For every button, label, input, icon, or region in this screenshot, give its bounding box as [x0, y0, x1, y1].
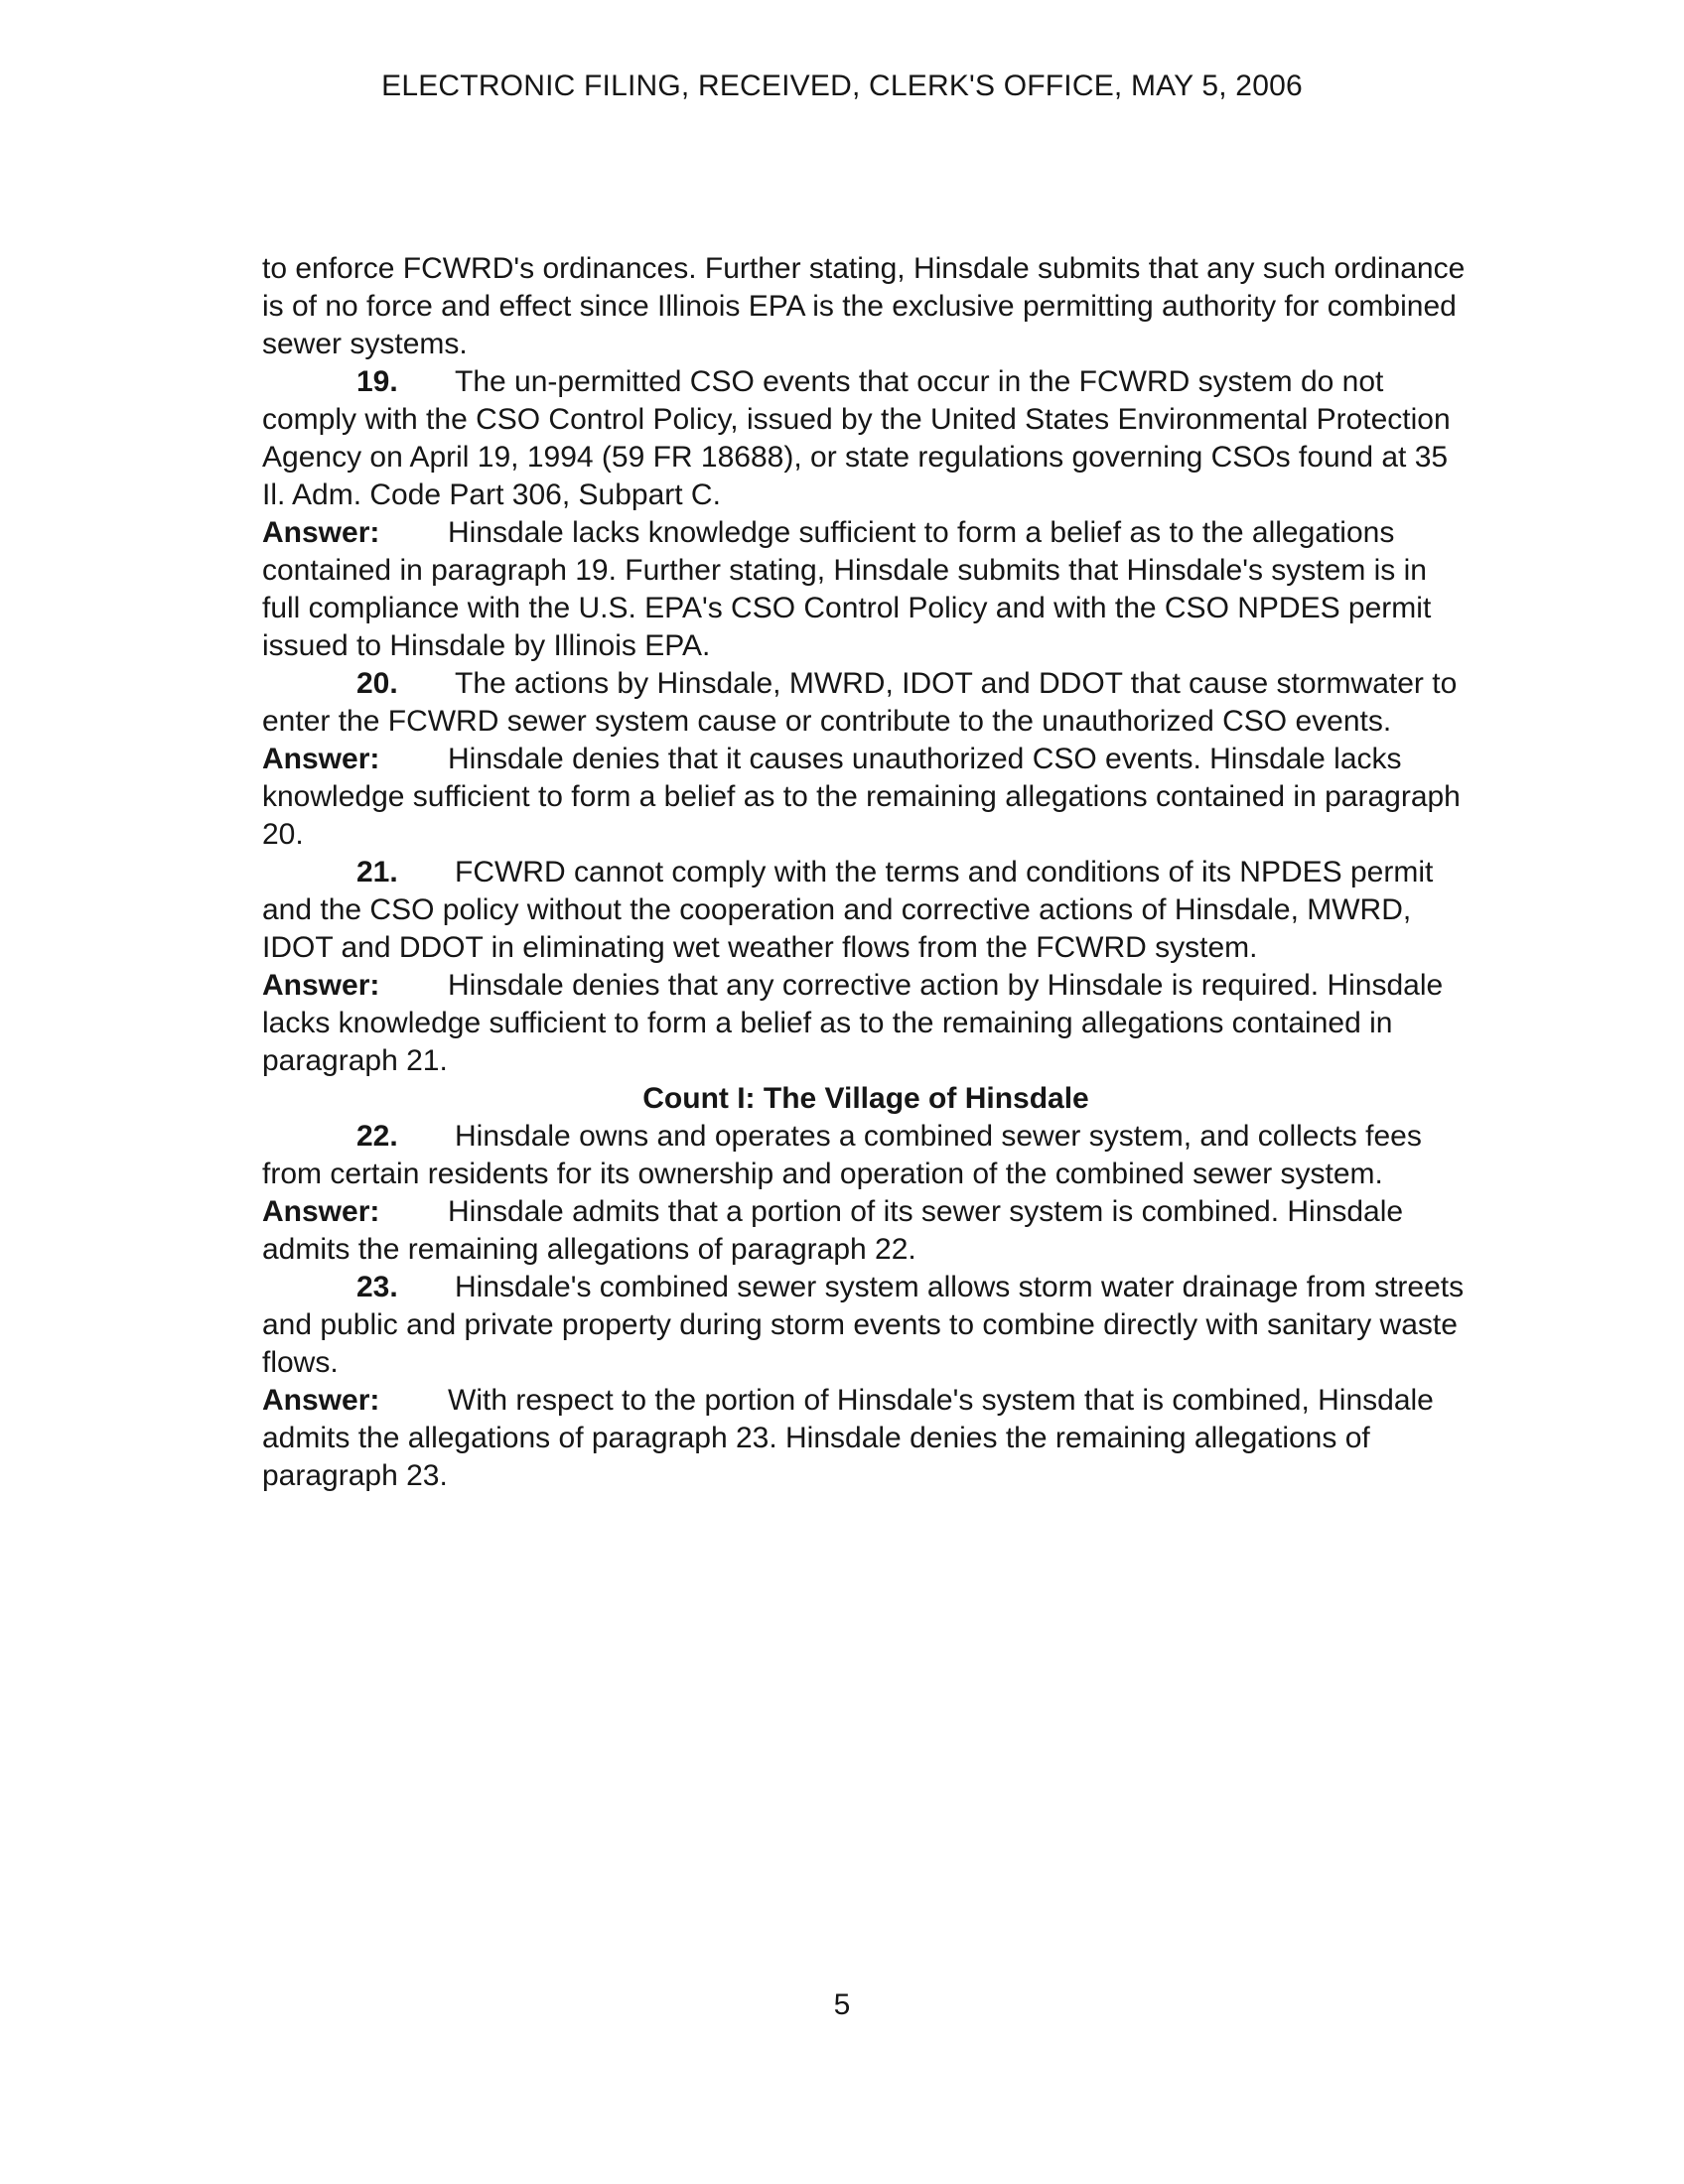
count-heading: Count I: The Village of Hinsdale [642, 1082, 1089, 1115]
answer-text: Hinsdale lacks knowledge sufficient to form a belief as to the allegations contained in paragraph 19. Further stating, Hinsdale submits that Hinsdale's system is in full compliance with the U.S. EPA's CSO Control Policy and with the CSO NPDES permit issued to Hinsdale by Illinois EPA. [262, 516, 1432, 662]
answer-paragraph-23 [262, 1382, 1470, 1495]
answer-label: Answer: [262, 1195, 380, 1228]
allegation-text: The un-permitted CSO events that occur in the FCWRD system do not comply with the CSO Control Policy, issued by the United States Environmental Protection Agency on April 19, 1994 (59 FR 18688), or state regulations governing CSOs found at 35 Il. Adm. Code Part 306, Subpart C. [262, 365, 1451, 511]
answer-text: With respect to the portion of Hinsdale's system that is combined, Hinsdale admits the allegations of paragraph 23. Hinsdale denies the remaining allegations of paragraph 23. [262, 1384, 1434, 1492]
document-body [262, 250, 1470, 1495]
paragraph-number: 21. [356, 856, 398, 888]
answer-label: Answer: [262, 1384, 380, 1417]
answer-paragraph-21 [262, 967, 1470, 1080]
allegation-text: Hinsdale's combined sewer system allows storm water drainage from streets and public and private property during storm events to combine directly with sanitary waste flows. [262, 1271, 1465, 1379]
paragraph-number: 19. [356, 365, 398, 398]
allegation-text: The actions by Hinsdale, MWRD, IDOT and DDOT that cause stormwater to enter the FCWRD sewer system cause or contribute to the unauthorized CSO events. [262, 667, 1458, 738]
allegation-paragraph-20 [262, 665, 1470, 741]
filing-stamp-header: ELECTRONIC FILING, RECEIVED, CLERK'S OFFICE, MAY 5, 2006 [381, 69, 1303, 102]
allegation-text: FCWRD cannot comply with the terms and conditions of its NPDES permit and the CSO policy without the cooperation and corrective actions of Hinsdale, MWRD, IDOT and DDOT in eliminating wet weather flows from the FCWRD system. [262, 856, 1434, 964]
answer-label: Answer: [262, 516, 380, 549]
allegation-paragraph-23 [262, 1269, 1470, 1382]
paragraph-number: 22. [356, 1120, 398, 1153]
answer-text: Hinsdale denies that it causes unauthorized CSO events. Hinsdale lacks knowledge sufficient to form a belief as to the remaining allegations contained in paragraph 20. [262, 743, 1461, 851]
paragraph-number: 23. [356, 1271, 398, 1303]
intro-paragraph: to enforce FCWRD's ordinances. Further stating, Hinsdale submits that any such ordinance is of no force and effect since Illinois EPA is the exclusive permitting authority for combined sewer systems. [262, 252, 1466, 360]
allegation-paragraph-21 [262, 854, 1470, 967]
answer-label: Answer: [262, 743, 380, 775]
answer-text: Hinsdale admits that a portion of its sewer system is combined. Hinsdale admits the remaining allegations of paragraph 22. [262, 1195, 1404, 1266]
answer-paragraph-22 [262, 1193, 1470, 1269]
allegation-paragraph-22 [262, 1118, 1470, 1193]
paragraph-number: 20. [356, 667, 398, 700]
answer-paragraph-20 [262, 741, 1470, 854]
allegation-text: Hinsdale owns and operates a combined sewer system, and collects fees from certain residents for its ownership and operation of the combined sewer system. [262, 1120, 1422, 1190]
answer-text: Hinsdale denies that any corrective action by Hinsdale is required. Hinsdale lacks knowledge sufficient to form a belief as to the remaining allegations contained in paragraph 21. [262, 969, 1444, 1077]
allegation-paragraph-19 [262, 363, 1470, 514]
answer-label: Answer: [262, 969, 380, 1002]
page-number: 5 [833, 1988, 851, 2021]
answer-paragraph-19 [262, 514, 1470, 665]
